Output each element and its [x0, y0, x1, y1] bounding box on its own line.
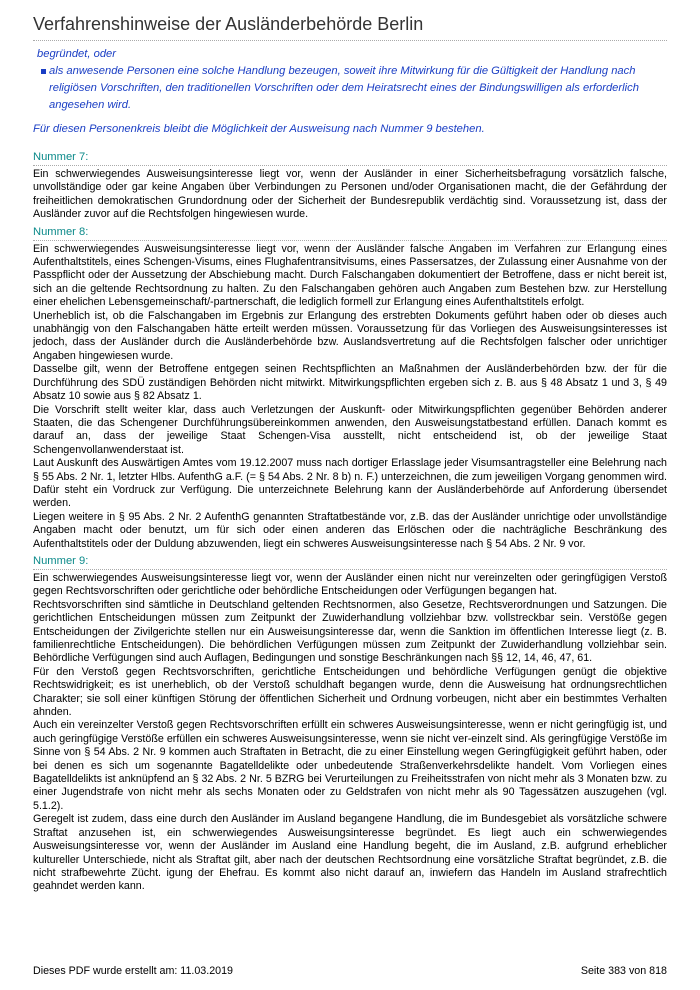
paragraph: Liegen weitere in § 95 Abs. 2 Nr. 2 AufenthG genannten Straftatbestände vor, z.B. das der Ausländer unrichtige oder unvollständige Angaben macht oder benutzt, um für sich oder einen anderen das Erlöschen oder die nachträgliche Beschränkung des Aufenthaltstitels oder der Duldung abzuwenden, liegt ein schweres Ausweisungsinteresse nach § 54 Abs. 2 Nr. 9 vor. — [33, 510, 667, 550]
header-divider — [33, 40, 667, 41]
paragraph: Laut Auskunft des Auswärtigen Amtes vom 19.12.2007 muss nach dortiger Erlasslage jeder Visumsantragsteller eine Belehrung nach § 55 Abs. 2 Nr. 1, letzter Hlbs. AufenthG a.F. (= § 54 Abs. 2 Nr. 8 b) n. F.) unterzeichnen, die zum jeweiligen Vorgang genommen wird. Dafür steht ein Vordruck zur Verfügung. Die unterzeichnete Belehrung kann der Ausländerbehörde auf Anforderung übersendet werden. — [33, 457, 667, 510]
paragraph: Dasselbe gilt, wenn der Betroffene entgegen seinen Rechtspflichten an Maßnahmen der Ausländerbehörden bzw. der für die Durchführung des SDÜ zuständigen Behörden nicht mitwirkt. Mitwirkungspflichten ergeben sich z. B. aus § 48 Absatz 1 und 3, § 49 Absatz 10 sowie aus § 82 Absatz 1. — [33, 363, 667, 403]
intro-conclusion: Für diesen Personenkreis bleibt die Möglichkeit der Ausweisung nach Nummer 9 bestehen. — [33, 123, 485, 135]
footer-created-date: Dieses PDF wurde erstellt am: 11.03.2019 — [33, 965, 233, 977]
intro-bullet-item — [33, 63, 667, 114]
square-bullet-icon — [41, 69, 46, 74]
paragraph: Ein schwerwiegendes Ausweisungsinteresse liegt vor, wenn der Ausländer einen nicht nur vereinzelten oder geringfügigen Verstoß gegen Rechtsvorschriften oder gerichtliche oder behördliche Entscheidungen oder Verfügungen begangen hat. — [33, 571, 667, 598]
paragraph: Geregelt ist zudem, dass eine durch den Ausländer im Ausland begangene Handlung, die im Bundesgebiet als vorsätzliche schwere Straftat anzusehen ist, ein schwerwiegendes Ausweisungsinteresse begründet. Es liegt auch ein schwerwiegendes Ausweisungsinteresse vor, wenn der Ausländer im Ausland eine Handlung begeht, die im Ausland, z.B. aufgrund erheblicher kultureller Unterschiede, nicht als Straftat gilt, aber nach der deutschen Rechtsordnung eine vorsätzliche Straftat begründet, z.B. die nicht strafbewehrte Zücht. igung der Ehefrau. Es kommt also nicht darauf an, inwiefern das Handeln im Ausland strafrechtlich geahndet werden kann. — [33, 813, 667, 893]
page-title: Verfahrenshinweise der Ausländerbehörde Berlin — [33, 14, 424, 34]
footer-page-number: Seite 383 von 818 — [580, 965, 667, 977]
section-heading-nummer-7: Nummer 7: — [33, 150, 667, 166]
paragraph: Die Vorschrift stellt weiter klar, dass auch Verletzungen der Auskunft- oder Mitwirkungspflichten gegenüber Behörden anderer Staaten, die das Schengener Durchführungsübereinkommen anwenden, den Ausweisungstatbestand erfüllen. Danach kommt es darauf an, dass der jeweilige Staat Schengen-Visa ausstellt, nicht entscheidend ist, ob der jeweilige Staat Schengenvollanwenderstaat ist. — [33, 403, 667, 456]
paragraph: Auch ein vereinzelter Verstoß gegen Rechtsvorschriften erfüllt ein schweres Ausweisungsinteresse, wenn er nicht geringfügig ist, und auch geringfügige Verstöße erfüllen ein schweres Ausweisungsinteresse, wenn sie nicht ver-einzelt sind. Als geringfügige Verstöße im Sinne von § 54 Abs. 2 Nr. 9 kommen auch Straftaten in Betracht, die zu einer Einstellung wegen Geringfügigkeit geführt haben, oder bei denen es sich um sogenannte Bagatelldelikte oder unbedeutende Straßenverkehrsdelikte handelt. Vom Vorliegen eines Bagatelldelikts ist anknüpfend an § 32 Abs. 2 Nr. 5 BZRG bei Verurteilungen zu Freiheitsstrafen von nicht mehr als 3 Monaten bzw. zu einer Jugendstrafe von nicht mehr als sechs Monaten oder zu Geldstrafen von nicht mehr als 90 Tagessätzen auszugehen (vgl. 5.1.2). — [33, 719, 667, 812]
paragraph: Für den Verstoß gegen Rechtsvorschriften, gerichtliche Entscheidungen und behördliche Verfügungen genügt die objektive Rechtswidrigkeit; es ist unerheblich, ob der Verstoß schuldhaft begangen wurde, denn die Ausweisung hat ordnungsrechtlichen Charakter; sie soll einer künftigen Störung der öffentlichen Sicherheit und Ordnung vorbeugen, nicht aber ein bestimmtes Verhalten ahnden. — [33, 665, 667, 719]
paragraph: Rechtsvorschriften sind sämtliche in Deutschland geltenden Rechtsnormen, also Gesetze, Rechtsverordnungen und Satzungen. Die gerichtlichen Entscheidungen müssen zum Zeitpunkt der Zuwiderhandlung vollziehbar bzw. vollstreckbar sein. Verstöße gegen Entscheidungen der Zivilgerichte stellen nur ein Ausweisungsinteresse dar, wenn die Sanktion im öffentlichen Interesse liegt (z. B. familienrechtliche Entscheidungen). Die behördlichen Verfügungen müssen zum Zeitpunkt der Zuwiderhandlung vollziehbar sein. Behördliche Verfügungen sind auch Auflagen, Bedingungen und sonstige Beschränkungen nach §§ 12, 14, 46, 47, 61. — [33, 598, 667, 665]
section-heading-nummer-9: Nummer 9: — [33, 554, 667, 570]
paragraph: Unerheblich ist, ob die Falschangaben im Ergebnis zur Erlangung des erstrebten Dokuments geführt haben oder ob dieses auch unabhängig von den Falschangaben hätte erteilt werden müssen. Voraussetzung für das Vorliegen des Ausweisungsinteresses ist jedoch, dass der Ausländer durch die Ausländerbehörde bzw. Auslandsvertretung auf die Rechtsfolgen falscher oder unrichtiger Angaben hingewiesen wurde. — [33, 309, 667, 362]
document-page — [33, 10, 667, 985]
intro-bullet-text: als anwesende Personen eine solche Handlung bezeugen, soweit ihre Mitwirkung für die Gültigkeit der Handlung nach religiösen Vorschriften, den traditionellen Vorschriften oder dem Heiratsrecht eines der Bindungswilligen als erforderlich angesehen wird. — [49, 65, 639, 111]
section-body-nummer-7 — [33, 168, 667, 222]
page-footer — [33, 965, 667, 977]
intro-line: begründet, oder — [37, 48, 116, 60]
paragraph: Ein schwerwiegendes Ausweisungsinteresse liegt vor, wenn der Ausländer in einer Sicherheitsbefragung vorsätzlich falsche, unvollständige oder gar keine Angaben über Verbindungen zu Personen und/oder Organisationen macht, die der Gefährdung der freiheitlichen demokratischen Grundordnung oder der Sicherheit der Bundesrepublik verdächtig sind. Voraussetzung ist, dass der Ausländer zuvor auf die Rechtsfolgen hingewiesen wurde. — [33, 168, 667, 221]
section-body-nummer-9 — [33, 572, 667, 894]
section-body-nummer-8 — [33, 243, 667, 551]
paragraph: Ein schwerwiegendes Ausweisungsinteresse liegt vor, wenn der Ausländer falsche Angaben im Verfahren zur Erlangung eines Aufenthaltstitels, eines Schengen-Visums, eines Flughafentransitvisums, eines Passersatzes, der Zulassung einer Ausnahme von der Passpflicht oder der Aussetzung der Abschiebung macht. Durch Falschangaben dokumentiert der Betroffene, dass er nicht bereit ist, sich an die geltende Rechtsordnung zu halten. Zu den Falschangaben gehören auch Angaben zum Bestehen bzw. zur Herstellung einer ehelichen Lebensgemeinschaft/-partnerschaft, die lediglich formell zur Erlangung eines Aufenthaltstitels erfolgt. — [33, 242, 667, 309]
section-heading-nummer-8: Nummer 8: — [33, 225, 667, 241]
